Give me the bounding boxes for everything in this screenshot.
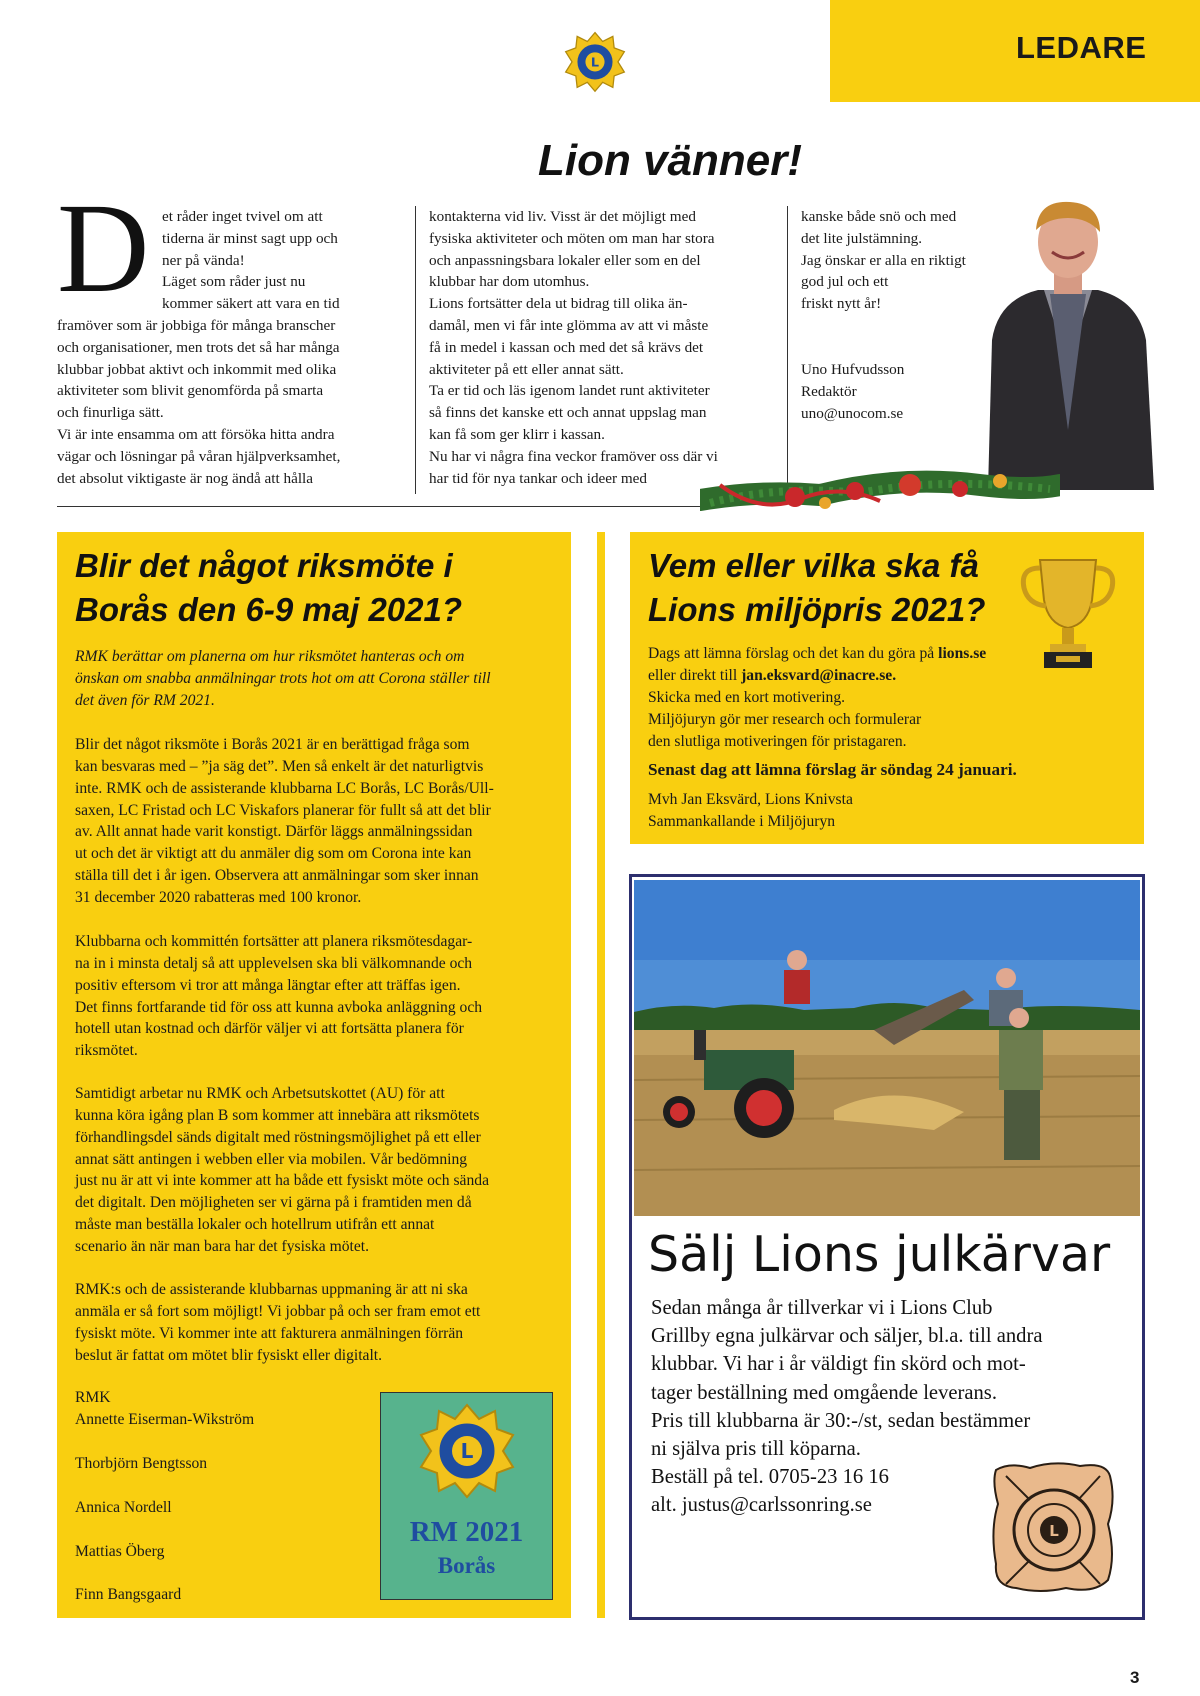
yellow-accent-bar [597,532,605,1618]
lions-emblem-icon [563,30,627,104]
editorial-col1-intro: et råder inget tvivel om att tiderna är minst sagt upp och ner på vända! Läget som råder just nu kommer säkert att vara en tid [162,208,340,313]
svg-text:L: L [460,1439,474,1463]
miljopris-deadline: Senast dag att lämna förslag är söndag 24 januari. [648,760,1017,779]
riksmote-intro: RMK berättar om planerna om hur riksmötet hanteras och om önskan om snabba anmälningar trots hot om att Corona ställer till det även för RM 2021. [75,648,491,709]
column-divider [787,206,788,494]
editorial-col1-text: framöver som är jobbiga för många branscher och organisationer, men trots det så har många klubbar jobbat aktivt och inkommit med olika aktiviteter som blivit genomförda på smarta och finurliga sätt. Vi är inte ensamma om att försöka hitta andra vägar och lösningar på våran hjälpverksamhet, det absolut viktigaste är nog ändå att hålla [57,317,341,487]
lions-emblem-icon [417,1401,517,1517]
riksmote-paragraph: Klubbarna och kommittén fortsätter att planera riksmötesdagar- na in i minsta detalj så att upplevelsen ska bli välkomnande och positiv eftersom vi tror att många längtar efter att träffas igen. Det finns fortfarande tid för oss att kunna avboka anläggning och hotell utan kostnad och därför väljer vi att fortsätta planera för riksmötet. [75,933,483,1060]
section-tab [830,0,1200,102]
lions-club-grillby-stamp [990,1460,1116,1596]
rm-2021-badge [380,1392,553,1600]
miljopris-signature: Mvh Jan Eksvärd, Lions Knivsta Sammankallande i Miljöjuryn [648,791,853,830]
drop-cap: D [57,177,150,319]
badge-city: Borås [437,1553,496,1578]
editor-portrait [978,190,1158,490]
signer-name: Finn Bangsgaard [75,1586,182,1603]
lions-link[interactable]: lions.se [938,645,987,662]
riksmote-paragraph: Blir det något riksmöte i Borås 2021 är en berättigad fråga som kan besvaras med – ”ja säg det”. Men så enkelt är det naturligtvis inte. RMK och de assisterande klubbarna LC Borås, LC Borås/Ull- saxen, LC Fristad och LC Viskafors planerar för fullt så att det blir av. Allt annat hade varit konstigt. Därför läggs anmälningssidan ut och det är viktigt att du anmäler dig som om Corona inte kan ställa till det i år igen. Observera att anmälningar som sker innan 31 december 2020 rabatteras med 100 kronor. [75,736,494,906]
riksmote-paragraph: RMK:s och de assisterande klubbarnas uppmaning är att ni ska anmäla er så fort som möjligt! Vi jobbar på och ser fram emot ett fysiskt möte. Vi kommer inte att fakturera anmälningen förrän beslut är fattat om mötet blir fysiskt eller digitalt. [75,1281,481,1364]
ad-title: Sälj Lions julkärvar [648,1226,1111,1283]
signer-name: Annette Eiserman-Wikström [75,1411,255,1428]
signer-name: Mattias Öberg [75,1543,165,1560]
signer-name: Thorbjörn Bengtsson [75,1455,208,1472]
harvest-photo [634,880,1140,1216]
editorial-col3-text: kanske både snö och med det lite julstämning. Jag önskar er alla en riktigt god jul och ett friskt nytt år! [801,208,966,313]
editorial-col2-text: kontakterna vid liv. Visst är det möjligt med fysiska aktiviteter och möten om man har stora och anpassningsbara lokaler eller som en del klubbar har dom utomhus. Lions fortsätter dela ut bidrag till olika än- damål, men vi får inte glömma av att vi måste få in medel i kassan och med det så krävs det aktiviteter på ett eller annat sätt. Ta er tid och läs igenom landet runt aktiviteter så finns det kanske ett och annat uppslag man kan få som ger klirr i kassan. Nu har vi några fina veckor framöver oss där vi har tid för nya tankar och ideer med [429,208,718,487]
page-number: 3 [1130,1668,1140,1687]
column-divider [415,206,416,494]
section-divider [57,506,717,507]
miljopris-line: eller direkt till jan.eksvard@inacre.se. [648,667,897,684]
riksmote-paragraph: Samtidigt arbetar nu RMK och Arbetsutskottet (AU) för att kunna köra igång plan B som kommer att innebära att riksmötets förhandlingsdel sänds digitalt med röstningsmöjlighet på ett eller annat sätt antingen i webben eller via mobilen. Vår bedömning just nu är att vi inte kommer att ha både ett fysiskt möte och sända det digitalt. Den möjligheten ser vi gärna på i framtiden men då måste man beställa lokaler och hotellrum utifrån ett annat scenario än när man bara har det fysiska mötet. [75,1085,489,1255]
svg-text:L: L [1049,1522,1059,1540]
svg-text:L: L [590,55,600,71]
section-label: LEDARE [1016,30,1147,65]
miljopris-line: Dags att lämna förslag och det kan du göra på lions.se [648,645,987,662]
riksmote-heading: Blir det något riksmöte i Borås den 6-9 maj 2021? [75,547,463,628]
page-title: Lion vänner! [537,136,803,185]
miljopris-text: Skicka med en kort motivering. Miljöjuryn gör mer research och formulerar den slutliga motiveringen för pristagaren. [648,689,922,750]
signer-name: Annica Nordell [75,1499,172,1516]
miljopris-heading: Vem eller vilka ska få Lions miljöpris 2021? [648,547,986,628]
ad-body: Sedan många år tillverkar vi i Lions Club Grillby egna julkärvar och säljer, bl.a. till andra klubbar. Vi har i år väldigt fin skörd och mot- tager beställning med omgående leverans. Pris till klubbarna är 30:-/st, sedan bestämmer ni själva pris till köparna. Beställ på tel. 0705-23 16 16 alt. justus@carlssonring.se [651,1297,1043,1517]
signer-name: RMK [75,1389,111,1406]
editor-signature: Uno Hufvudsson Redaktör uno@unocom.se [801,361,905,422]
christmas-garland [700,455,1060,540]
badge-title: RM 2021 [409,1516,524,1548]
email-link[interactable]: jan.eksvard@inacre.se. [741,667,897,684]
